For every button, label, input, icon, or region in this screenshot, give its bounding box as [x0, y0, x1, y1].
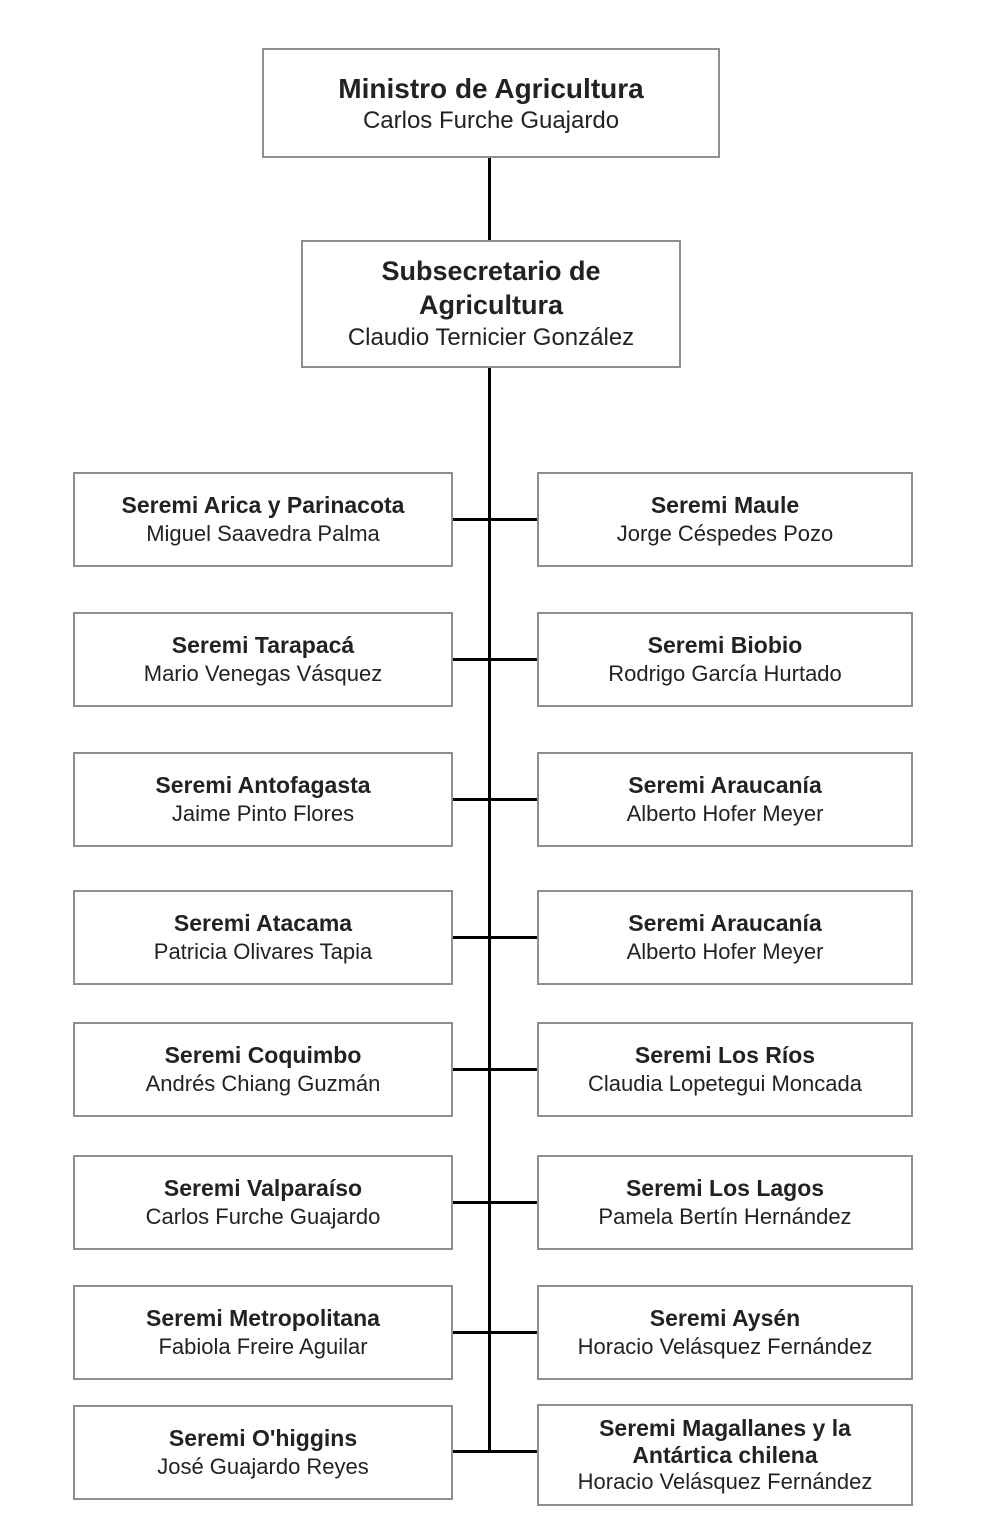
node-person-name: Alberto Hofer Meyer [626, 939, 824, 965]
org-node-seremi-tarapaca [73, 612, 453, 707]
node-title: Seremi Biobio [647, 632, 803, 659]
node-person-name: Jaime Pinto Flores [171, 801, 355, 827]
node-person-name: Jorge Céspedes Pozo [616, 521, 834, 547]
node-title-line: Subsecretario de [381, 256, 601, 287]
connector-row-4 [451, 936, 539, 939]
connector-row-5 [451, 1068, 539, 1071]
node-title: Seremi Los Lagos [625, 1175, 825, 1202]
node-person-name: Miguel Saavedra Palma [146, 521, 380, 547]
node-title: Seremi Atacama [173, 910, 353, 937]
node-title: Seremi O'higgins [168, 1425, 358, 1452]
node-person-name: Horacio Velásquez Fernández [577, 1469, 873, 1495]
org-node-seremi-araucania-2 [537, 890, 913, 985]
node-title: Seremi Coquimbo [164, 1042, 362, 1069]
org-node-seremi-araucania [537, 752, 913, 847]
node-title: Seremi Metropolitana [146, 1305, 380, 1332]
node-person-name: Patricia Olivares Tapia [153, 939, 373, 965]
node-title-line: Seremi Magallanes y la [599, 1415, 851, 1442]
node-title: Ministro de Agricultura [338, 72, 644, 104]
node-person-name: Rodrigo García Hurtado [608, 661, 842, 687]
node-person-name: Claudia Lopetegui Moncada [588, 1071, 862, 1097]
node-person-name: Carlos Furche Guajardo [145, 1204, 381, 1230]
node-person-name: Claudio Ternicier González [347, 323, 635, 351]
org-node-seremi-aysen [537, 1285, 913, 1380]
org-node-seremi-magallanes [537, 1404, 913, 1506]
org-node-seremi-ohiggins [73, 1405, 453, 1500]
org-node-seremi-antofagasta [73, 752, 453, 847]
connector-trunk [488, 368, 491, 1452]
node-title: Seremi Arica y Parinacota [121, 492, 405, 519]
org-node-seremi-los-rios [537, 1022, 913, 1117]
node-title: Seremi Tarapacá [171, 632, 355, 659]
node-title-line: Antártica chilena [632, 1442, 818, 1469]
node-person-name: Alberto Hofer Meyer [626, 801, 824, 827]
node-title-line: Agricultura [418, 290, 564, 320]
node-title [599, 1415, 851, 1469]
node-person-name: Carlos Furche Guajardo [362, 106, 620, 134]
connector-row-1 [451, 518, 539, 521]
node-title: Seremi Los Ríos [634, 1042, 816, 1069]
org-node-seremi-atacama [73, 890, 453, 985]
node-person-name: Mario Venegas Vásquez [143, 661, 383, 687]
node-person-name: Andrés Chiang Guzmán [145, 1071, 381, 1097]
org-node-seremi-maule [537, 472, 913, 567]
org-node-seremi-coquimbo [73, 1022, 453, 1117]
node-person-name: Pamela Bertín Hernández [598, 1204, 852, 1230]
connector-row-7 [451, 1331, 539, 1334]
node-title [381, 255, 600, 323]
node-title: Seremi Araucanía [628, 772, 822, 799]
org-node-seremi-metropolitana [73, 1285, 453, 1380]
node-person-name: Fabiola Freire Aguilar [158, 1334, 368, 1360]
node-title: Seremi Aysén [649, 1305, 801, 1332]
org-node-seremi-valparaiso [73, 1155, 453, 1250]
org-node-seremi-los-lagos [537, 1155, 913, 1250]
node-title: Seremi Antofagasta [155, 772, 371, 799]
org-node-subsecretary [301, 240, 681, 368]
connector-row-2 [451, 658, 539, 661]
connector-row-3 [451, 798, 539, 801]
node-title: Seremi Valparaíso [163, 1175, 363, 1202]
connector-minister-subsecretary [488, 158, 491, 240]
connector-row-6 [451, 1201, 539, 1204]
connector-row-8 [451, 1450, 539, 1453]
org-node-seremi-biobio [537, 612, 913, 707]
org-node-seremi-arica-y-parinacota [73, 472, 453, 567]
node-person-name: Horacio Velásquez Fernández [577, 1334, 873, 1360]
org-node-minister [262, 48, 720, 158]
node-title: Seremi Araucanía [628, 910, 822, 937]
node-title: Seremi Maule [650, 492, 800, 519]
node-person-name: José Guajardo Reyes [157, 1454, 369, 1480]
